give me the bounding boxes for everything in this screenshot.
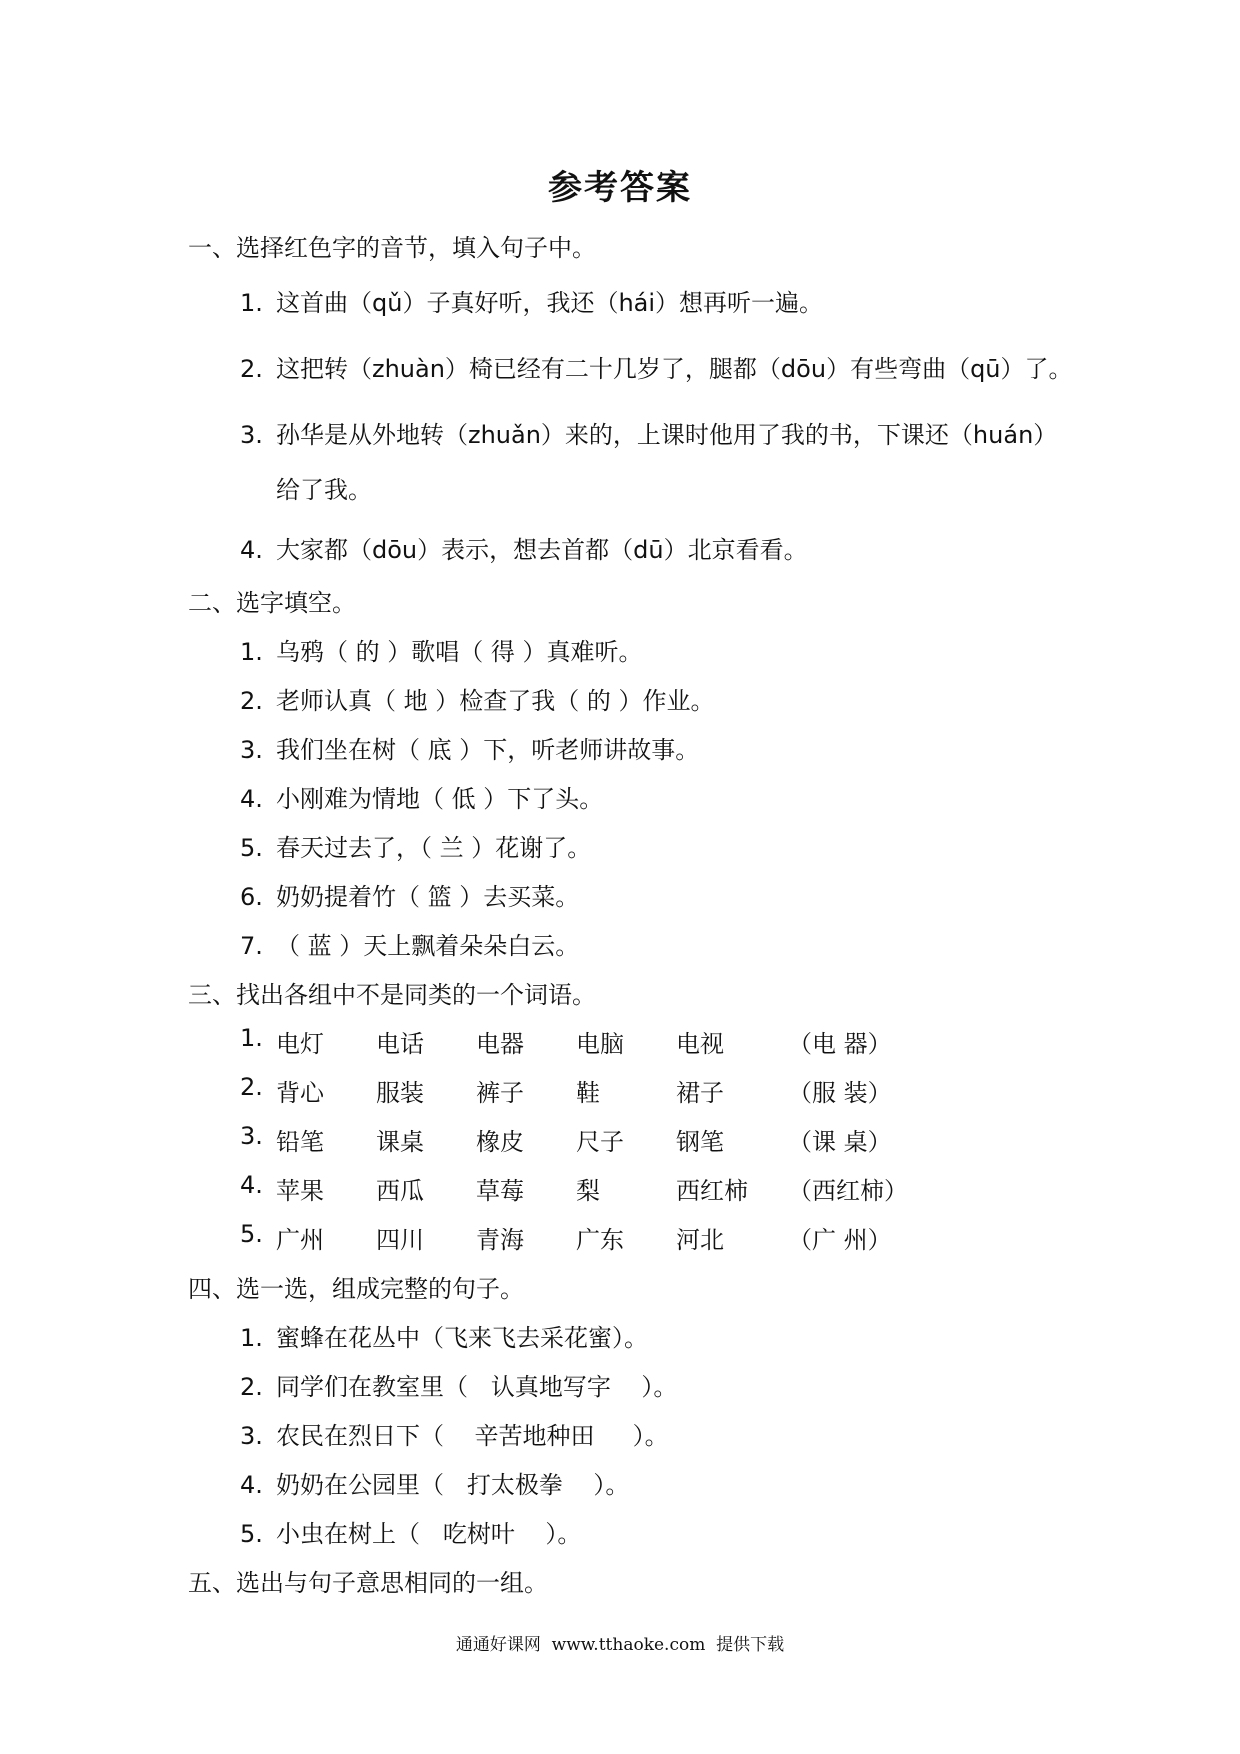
item-text: 奶奶提着竹（ 篮 ）去买菜。 [276, 883, 580, 911]
item-text: 乌鸦（ 的 ）歌唱（ 得 ）真难听。 [276, 638, 643, 666]
item-number: 6. [240, 883, 263, 911]
s2-item-3 [240, 730, 699, 765]
item-text: 春天过去了，（ 兰 ）花谢了。 [276, 834, 592, 862]
item-number: 2. [240, 1373, 263, 1401]
word: 草莓 [476, 1177, 524, 1205]
row-number: 1. [240, 1024, 263, 1052]
item-text: 大家都（dōu）表示，想去首都（dū）北京看看。 [276, 536, 808, 564]
word: 苹果 [276, 1177, 324, 1205]
word: 裙子 [676, 1079, 724, 1107]
section-3-heading: 三、找出各组中不是同类的一个词语。 [188, 981, 596, 1009]
s1-item-1 [240, 283, 823, 318]
section-2-heading: 二、选字填空。 [188, 589, 356, 617]
word: 橡皮 [476, 1128, 524, 1156]
answer: （西红柿） [788, 1177, 908, 1205]
item-number: 2. [240, 687, 263, 715]
s4-item-1 [240, 1318, 648, 1353]
row-number: 3. [240, 1122, 263, 1150]
answer: （广 州） [788, 1226, 892, 1254]
s4-item-3 [240, 1416, 669, 1451]
answer: （课 桌） [788, 1128, 892, 1156]
word: 背心 [276, 1079, 324, 1107]
item-text: 农民在烈日下（ 辛苦地种田 ）。 [276, 1422, 669, 1450]
item-text: 小虫在树上（ 吃树叶 ）。 [276, 1520, 582, 1548]
word: 梨 [576, 1177, 600, 1205]
item-number: 5. [240, 834, 263, 862]
s2-item-6 [240, 877, 579, 912]
word: 服装 [376, 1079, 424, 1107]
section-1-heading: 一、选择红色字的音节，填入句子中。 [188, 234, 596, 262]
row-number: 5. [240, 1220, 263, 1248]
answer: （电 器） [788, 1030, 892, 1058]
s2-item-7 [240, 926, 579, 961]
item-number: 7. [240, 932, 263, 960]
s2-item-4 [240, 779, 603, 814]
item-text: 奶奶在公园里（ 打太极拳 ）。 [276, 1471, 630, 1499]
word: 河北 [676, 1226, 724, 1254]
item-number: 2. [240, 355, 263, 383]
s3-row-3 [240, 1122, 940, 1156]
s3-row-2 [240, 1073, 940, 1107]
s2-item-5 [240, 828, 591, 863]
word: 尺子 [576, 1128, 624, 1156]
word: 电话 [376, 1030, 424, 1058]
s1-item-3-continuation: 给了我。 [276, 476, 372, 504]
page-title: 参考答案 [548, 168, 692, 208]
s2-item-1 [240, 632, 643, 667]
s3-row-1 [240, 1024, 940, 1058]
s3-row-5 [240, 1220, 940, 1254]
item-number: 5. [240, 1520, 263, 1548]
s1-item-3 [240, 415, 1057, 450]
item-text: 我们坐在树（ 底 ）下，听老师讲故事。 [276, 736, 700, 764]
word: 裤子 [476, 1079, 524, 1107]
word: 广东 [576, 1226, 624, 1254]
section-5-heading: 五、选出与句子意思相同的一组。 [188, 1569, 548, 1597]
word: 电器 [476, 1030, 524, 1058]
item-number: 1. [240, 1324, 263, 1352]
item-number: 1. [240, 289, 263, 317]
item-text: 蜜蜂在花丛中（飞来飞去采花蜜）。 [276, 1324, 648, 1352]
s3-row-4 [240, 1171, 940, 1205]
item-number: 3. [240, 421, 263, 449]
s1-item-4 [240, 530, 808, 565]
word: 四川 [376, 1226, 424, 1254]
word: 广州 [276, 1226, 324, 1254]
s2-item-2 [240, 681, 715, 716]
word: 课桌 [376, 1128, 424, 1156]
row-number: 4. [240, 1171, 263, 1199]
section-4-heading: 四、选一选，组成完整的句子。 [188, 1275, 524, 1303]
word: 电灯 [276, 1030, 324, 1058]
answer: （服 装） [788, 1079, 892, 1107]
word: 电脑 [576, 1030, 624, 1058]
item-text: 孙华是从外地转（zhuǎn）来的，上课时他用了我的书，下课还（huán） [276, 421, 1058, 449]
item-number: 1. [240, 638, 263, 666]
row-number: 2. [240, 1073, 263, 1101]
s4-item-2 [240, 1367, 677, 1402]
s1-item-2 [240, 349, 1073, 384]
item-text: 这首曲（qǔ）子真好听，我还（hái）想再听一遍。 [276, 289, 824, 317]
s4-item-5 [240, 1514, 581, 1549]
item-number: 4. [240, 785, 263, 813]
item-text: 老师认真（ 地 ）检查了我（ 的 ）作业。 [276, 687, 715, 715]
word: 鞋 [576, 1079, 600, 1107]
item-text: 同学们在教室里（ 认真地写字 ）。 [276, 1373, 678, 1401]
word: 铅笔 [276, 1128, 324, 1156]
item-text: 这把转（zhuàn）椅已经有二十几岁了，腿都（dōu）有些弯曲（qū）了。 [276, 355, 1073, 383]
item-number: 4. [240, 1471, 263, 1499]
item-text: 小刚难为情地（ 低 ）下了头。 [276, 785, 604, 813]
word: 钢笔 [676, 1128, 724, 1156]
word: 电视 [676, 1030, 724, 1058]
footer-credit: 通通好课网 www.tthaoke.com 提供下载 [455, 1635, 785, 1655]
item-number: 3. [240, 1422, 263, 1450]
s4-item-4 [240, 1465, 629, 1500]
item-number: 4. [240, 536, 263, 564]
word: 西瓜 [376, 1177, 424, 1205]
item-number: 3. [240, 736, 263, 764]
word: 西红柿 [676, 1177, 748, 1205]
word: 青海 [476, 1226, 524, 1254]
item-text: （ 蓝 ）天上飘着朵朵白云。 [276, 932, 580, 960]
